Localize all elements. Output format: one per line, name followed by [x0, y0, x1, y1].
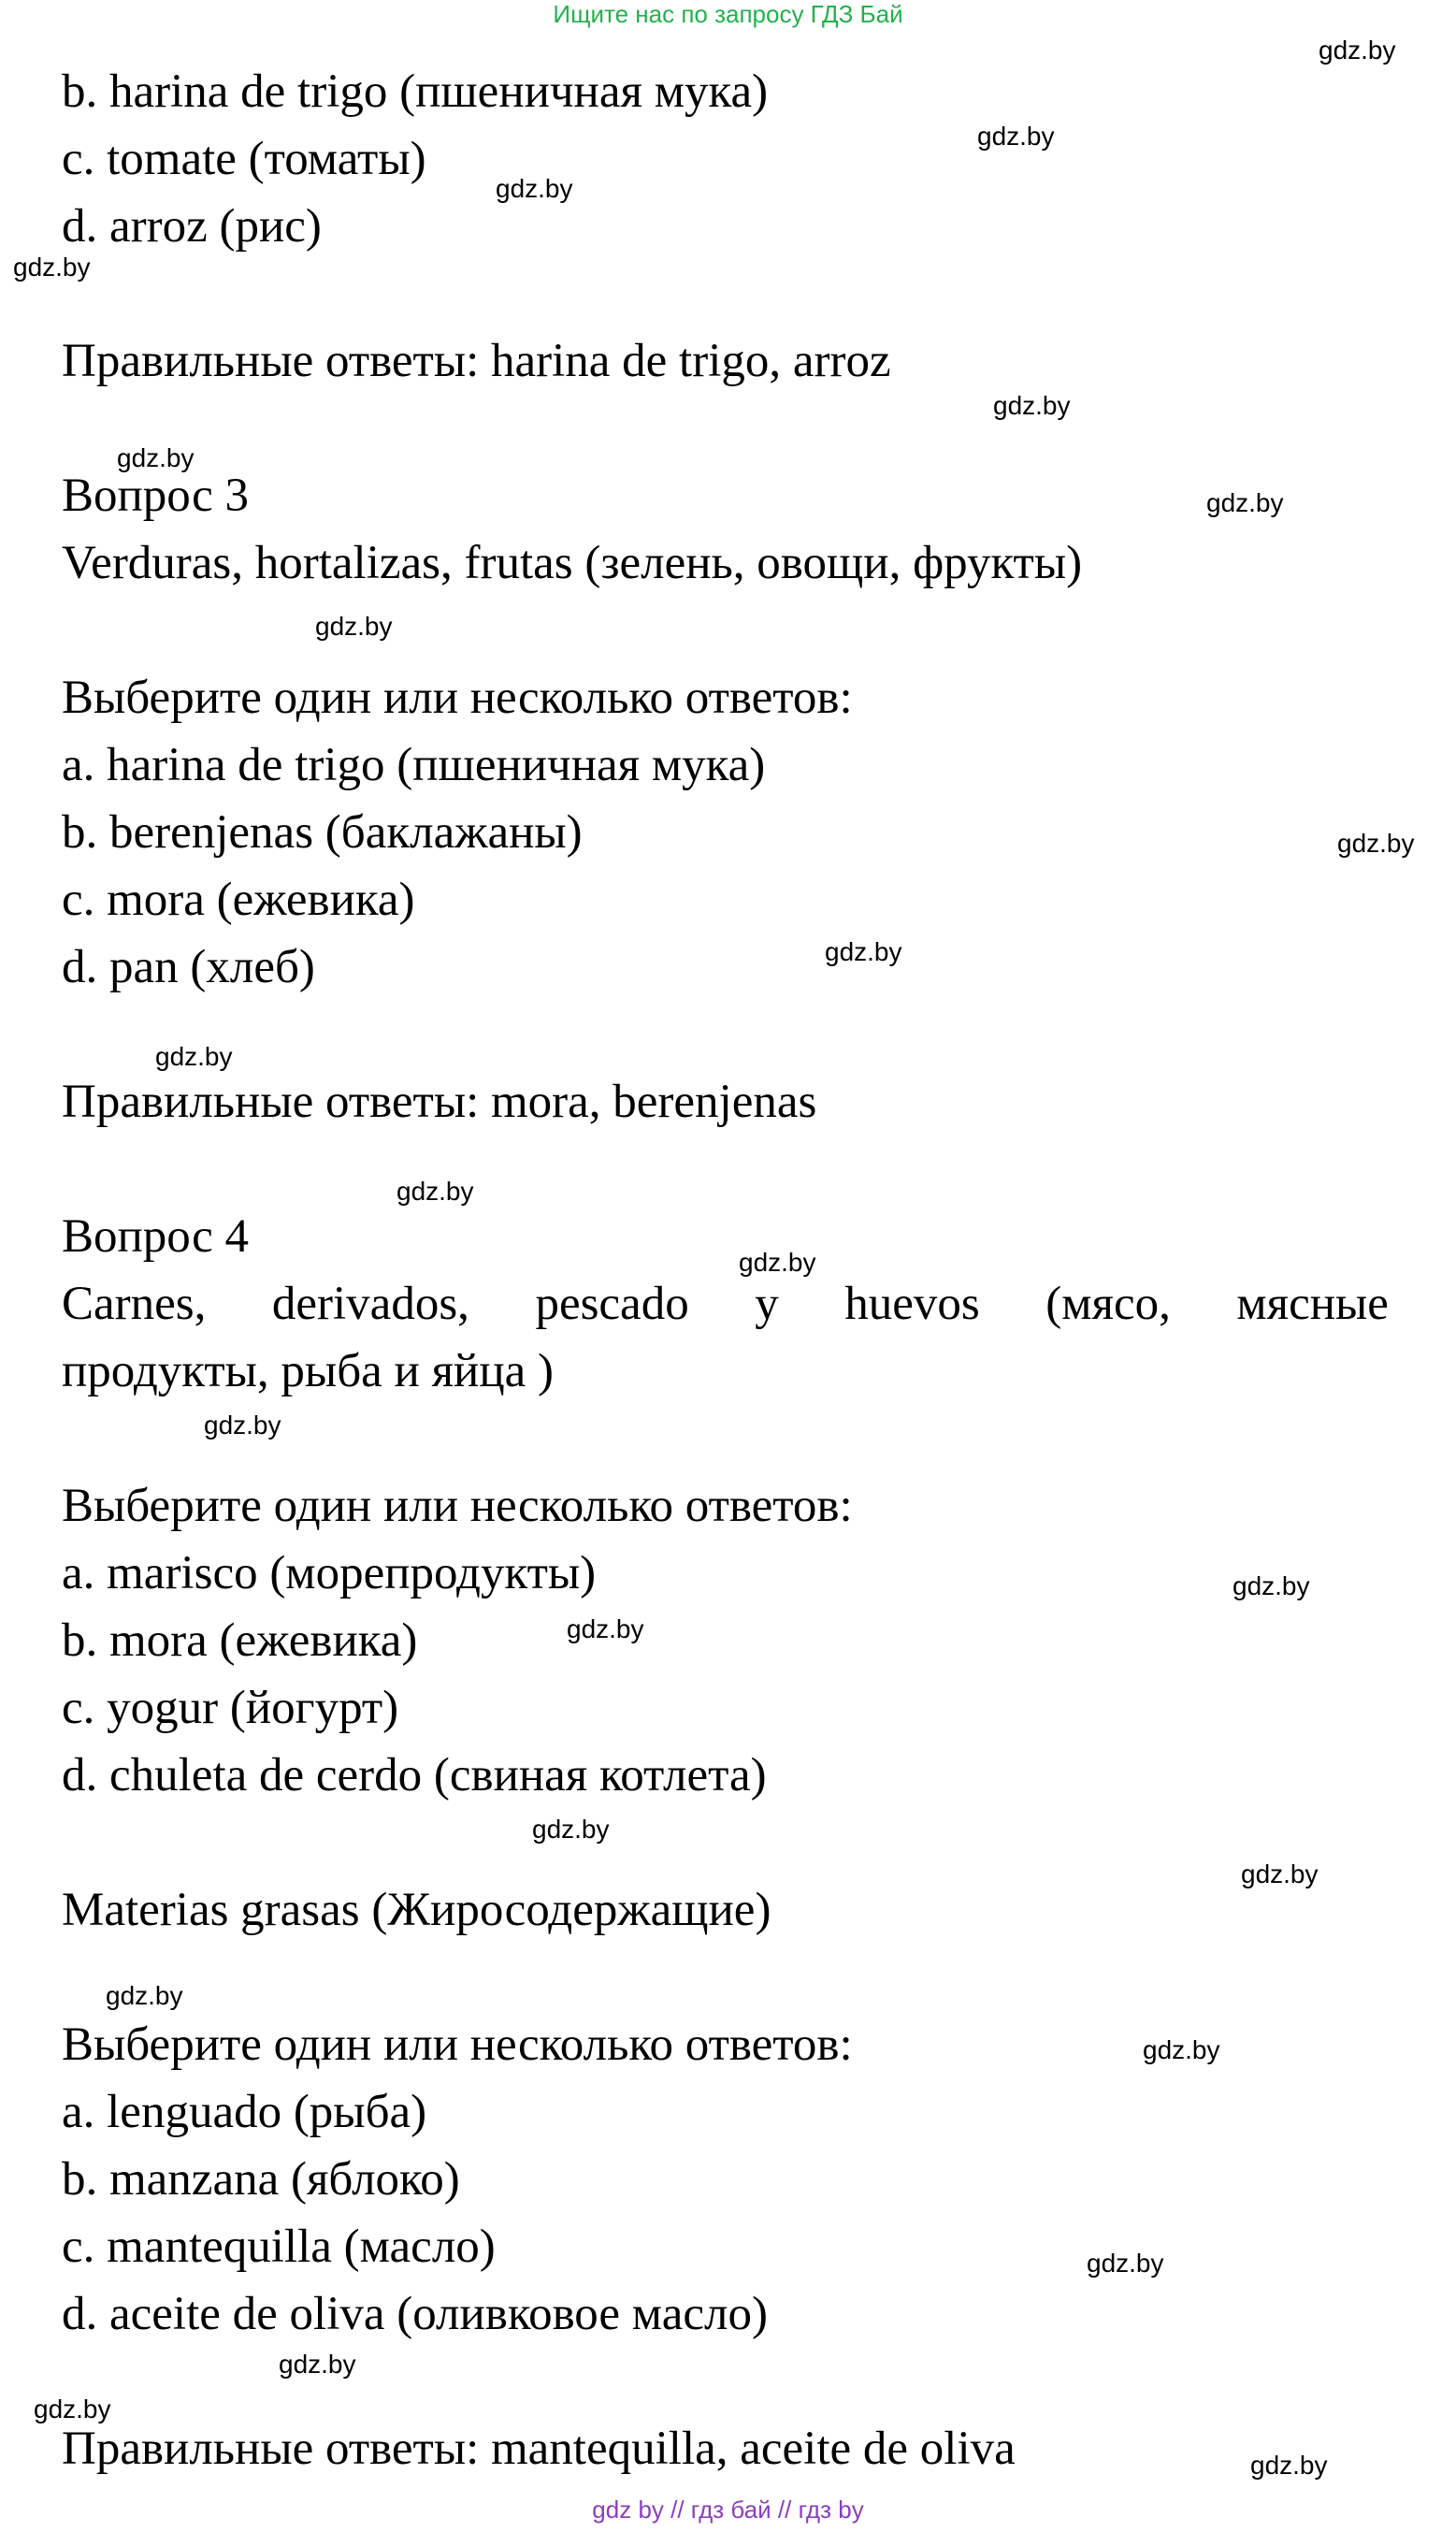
watermark: gdz.by	[117, 443, 195, 472]
q5-prompt: Выберите один или несколько ответов:	[62, 2018, 853, 2071]
watermark: gdz.by	[204, 1411, 281, 1440]
watermark: gdz.by	[396, 1177, 474, 1206]
watermark: gdz.by	[1087, 2249, 1164, 2278]
q2-option-d: d. arroz (рис)	[62, 200, 322, 253]
q5-topic: Materias grasas (Жиросодержащие)	[62, 1884, 771, 1936]
q4-topic-word: y	[755, 1278, 779, 1330]
q4-topic-word: derivados,	[271, 1278, 469, 1330]
q4-prompt: Выберите один или несколько ответов:	[62, 1480, 853, 1532]
q4-option-b: b. mora (ежевика)	[62, 1614, 418, 1667]
watermark: gdz.by	[1241, 1859, 1319, 1888]
watermark: gdz.by	[567, 1614, 644, 1643]
watermark: gdz.by	[532, 1815, 610, 1844]
watermark: gdz.by	[1143, 2035, 1220, 2064]
watermark: gdz.by	[1250, 2451, 1328, 2480]
watermark: gdz.by	[155, 1042, 233, 1071]
q3-title: Вопрос 3	[62, 470, 249, 522]
q5-option-a: a. lenguado (рыба)	[62, 2086, 427, 2138]
q5-option-c: c. mantequilla (масло)	[62, 2221, 496, 2273]
q4-topic-line2: продукты, рыба и яйца )	[62, 1345, 554, 1397]
q4-topic-word: Carnes,	[62, 1278, 207, 1330]
q4-option-d: d. chuleta de cerdo (свиная котлета)	[62, 1749, 767, 1801]
q4-topic-word: huevos	[844, 1278, 980, 1330]
q4-topic-line1	[62, 1276, 1389, 1332]
q2-option-b: b. harina de trigo (пшеничная мука)	[62, 65, 769, 118]
watermark: gdz.by	[1206, 488, 1284, 517]
watermark: gdz.by	[315, 612, 393, 641]
q4-option-c: c. yogur (йогурт)	[62, 1682, 399, 1734]
watermark: gdz.by	[825, 937, 902, 966]
q3-prompt: Выберите один или несколько ответов:	[62, 672, 853, 724]
watermark: gdz.by	[977, 122, 1055, 151]
q2-answer: Правильные ответы: harina de trigo, arroz	[62, 335, 891, 387]
search-hint-link[interactable]: Ищите нас по запросу ГДЗ Бай	[553, 0, 903, 28]
footer-links[interactable]: gdz by // гдз бай // гдз by	[592, 2496, 864, 2524]
q3-option-a: a. harina de trigo (пшеничная мука)	[62, 739, 766, 791]
watermark: gdz.by	[13, 253, 91, 282]
watermark: gdz.by	[1337, 829, 1415, 858]
watermark: gdz.by	[279, 2350, 356, 2379]
q5-answer: Правильные ответы: mantequilla, aceite de oliva	[62, 2423, 1016, 2475]
q4-topic-word: (мясо,	[1045, 1278, 1171, 1330]
q3-answer: Правильные ответы: mora, berenjenas	[62, 1076, 817, 1128]
q3-option-c: c. mora (ежевика)	[62, 874, 415, 926]
watermark: gdz.by	[1233, 1571, 1310, 1600]
watermark: gdz.by	[993, 391, 1071, 420]
q3-topic: Verduras, hortalizas, frutas (зелень, овощи, фрукты)	[62, 537, 1083, 589]
watermark: gdz.by	[739, 1248, 816, 1277]
watermark: gdz.by	[106, 1981, 183, 2010]
q4-option-a: a. marisco (морепродукты)	[62, 1547, 597, 1599]
q4-title: Вопрос 4	[62, 1210, 249, 1263]
q4-topic-word: мясные	[1236, 1278, 1389, 1330]
q3-option-d: d. pan (хлеб)	[62, 941, 315, 993]
watermark: gdz.by	[496, 174, 573, 203]
q3-option-b: b. berenjenas (баклажаны)	[62, 806, 583, 859]
watermark: gdz.by	[34, 2395, 111, 2423]
watermark: gdz.by	[1319, 36, 1396, 65]
q5-option-b: b. manzana (яблоко)	[62, 2153, 460, 2206]
q4-topic-word: pescado	[535, 1278, 689, 1330]
q5-option-d: d. aceite de oliva (оливковое масло)	[62, 2288, 768, 2340]
q2-option-c: c. tomate (томаты)	[62, 133, 426, 185]
